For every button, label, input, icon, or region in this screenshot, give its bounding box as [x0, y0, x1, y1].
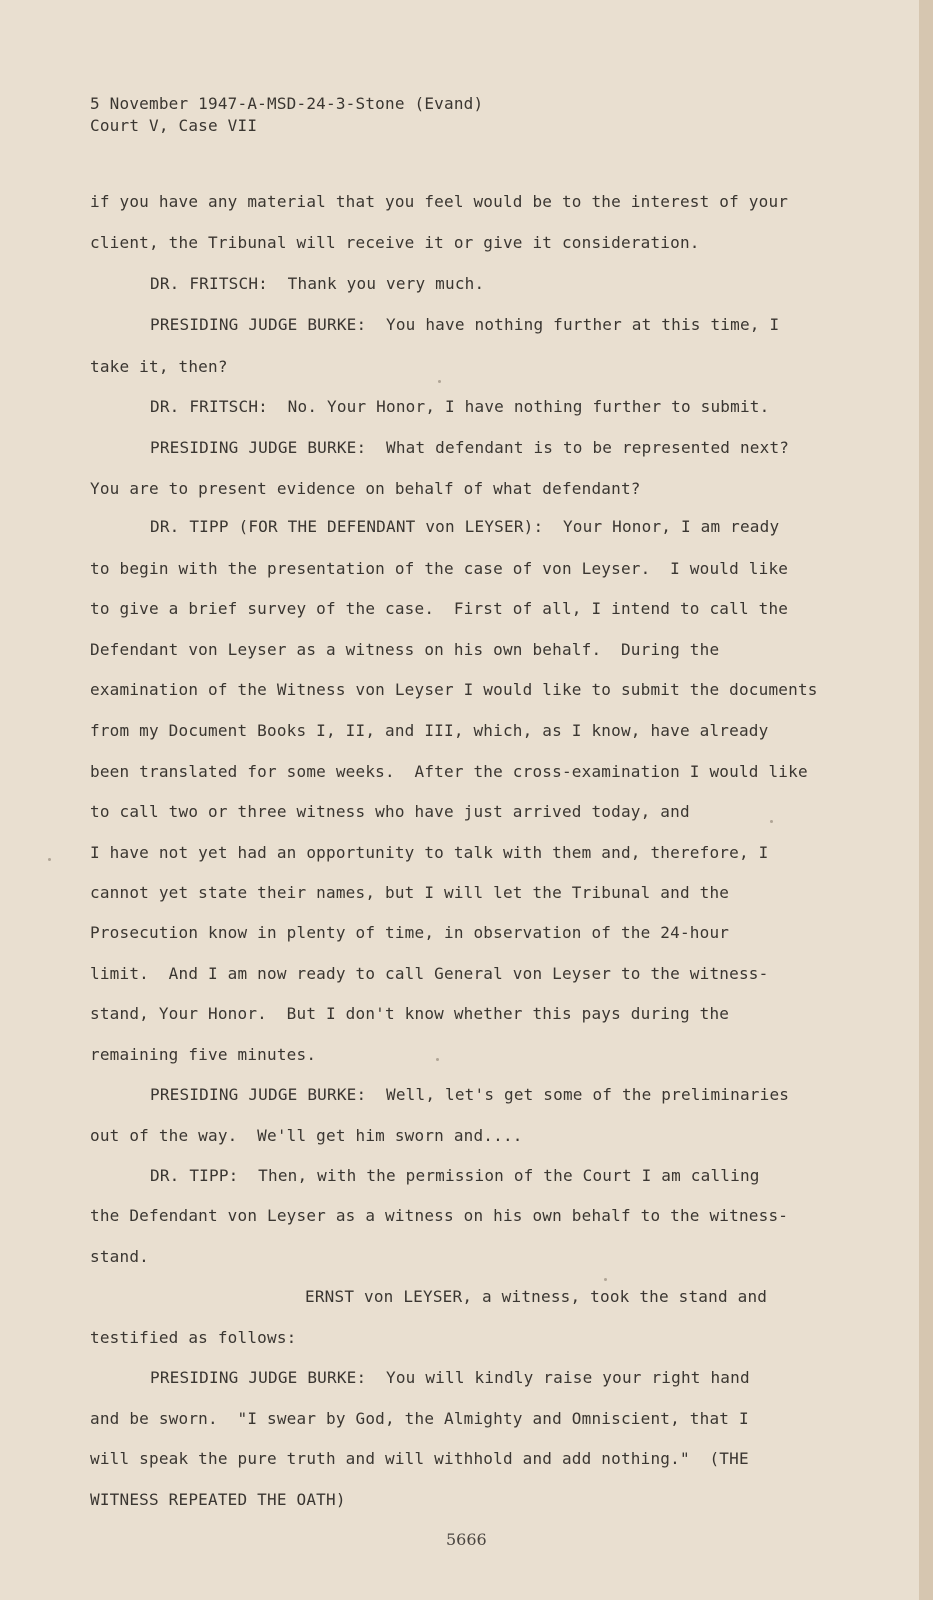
transcript-line: examination of the Witness von Leyser I would like to submit the documents [90, 680, 818, 699]
transcript-line: the Defendant von Leyser as a witness on his own behalf to the witness- [90, 1206, 789, 1225]
transcript-line: to call two or three witness who have just arrived today, and [90, 802, 690, 821]
transcript-line: limit. And I am now ready to call General von Leyser to the witness- [90, 964, 769, 983]
paper-speck [770, 820, 773, 823]
transcript-line: will speak the pure truth and will withhold and add nothing." (THE [90, 1449, 749, 1468]
paper-speck [48, 858, 51, 861]
transcript-line: to give a brief survey of the case. First of all, I intend to call the [90, 599, 789, 618]
paper-speck [438, 380, 441, 383]
transcript-line: take it, then? [90, 357, 228, 376]
header-court-line: Court V, Case VII [90, 116, 258, 135]
transcript-line: DR. FRITSCH: Thank you very much. [150, 274, 485, 293]
transcript-line: Prosecution know in plenty of time, in observation of the 24-hour [90, 923, 730, 942]
transcript-line: PRESIDING JUDGE BURKE: Well, let's get some of the preliminaries [150, 1085, 790, 1104]
transcript-line: DR. TIPP: Then, with the permission of the Court I am calling [150, 1166, 760, 1185]
transcript-line: I have not yet had an opportunity to talk with them and, therefore, I [90, 843, 769, 862]
page-number: 5666 [446, 1530, 487, 1549]
transcript-line: to begin with the presentation of the case of von Leyser. I would like [90, 559, 789, 578]
header-session-line: 5 November 1947-A-MSD-24-3-Stone (Evand) [90, 94, 484, 113]
transcript-line: from my Document Books I, II, and III, which, as I know, have already [90, 721, 769, 740]
transcript-line: DR. FRITSCH: No. Your Honor, I have nothing further to submit. [150, 397, 770, 416]
transcript-line: out of the way. We'll get him sworn and.... [90, 1126, 523, 1145]
transcript-line: stand, Your Honor. But I don't know whether this pays during the [90, 1004, 730, 1023]
page-edge-shadow [919, 0, 933, 1600]
transcript-line: and be sworn. "I swear by God, the Almighty and Omniscient, that I [90, 1409, 749, 1428]
transcript-line: client, the Tribunal will receive it or give it consideration. [90, 233, 700, 252]
transcript-line: stand. [90, 1247, 149, 1266]
transcript-line: You are to present evidence on behalf of what defendant? [90, 479, 641, 498]
transcript-line: DR. TIPP (FOR THE DEFENDANT von LEYSER): Your Honor, I am ready [150, 517, 780, 536]
transcript-line: cannot yet state their names, but I will let the Tribunal and the [90, 883, 730, 902]
transcript-line: PRESIDING JUDGE BURKE: You have nothing further at this time, I [150, 315, 780, 334]
transcript-line: ERNST von LEYSER, a witness, took the stand and [305, 1287, 768, 1306]
paper-speck [604, 1278, 607, 1281]
transcript-line: PRESIDING JUDGE BURKE: You will kindly raise your right hand [150, 1368, 750, 1387]
transcript-line: remaining five minutes. [90, 1045, 317, 1064]
transcript-line: if you have any material that you feel would be to the interest of your [90, 192, 789, 211]
transcript-line: WITNESS REPEATED THE OATH) [90, 1490, 346, 1509]
transcript-line: testified as follows: [90, 1328, 297, 1347]
paper-speck [436, 1058, 439, 1061]
transcript-line: Defendant von Leyser as a witness on his own behalf. During the [90, 640, 720, 659]
transcript-line: PRESIDING JUDGE BURKE: What defendant is to be represented next? [150, 438, 790, 457]
transcript-line: been translated for some weeks. After the cross-examination I would like [90, 762, 808, 781]
